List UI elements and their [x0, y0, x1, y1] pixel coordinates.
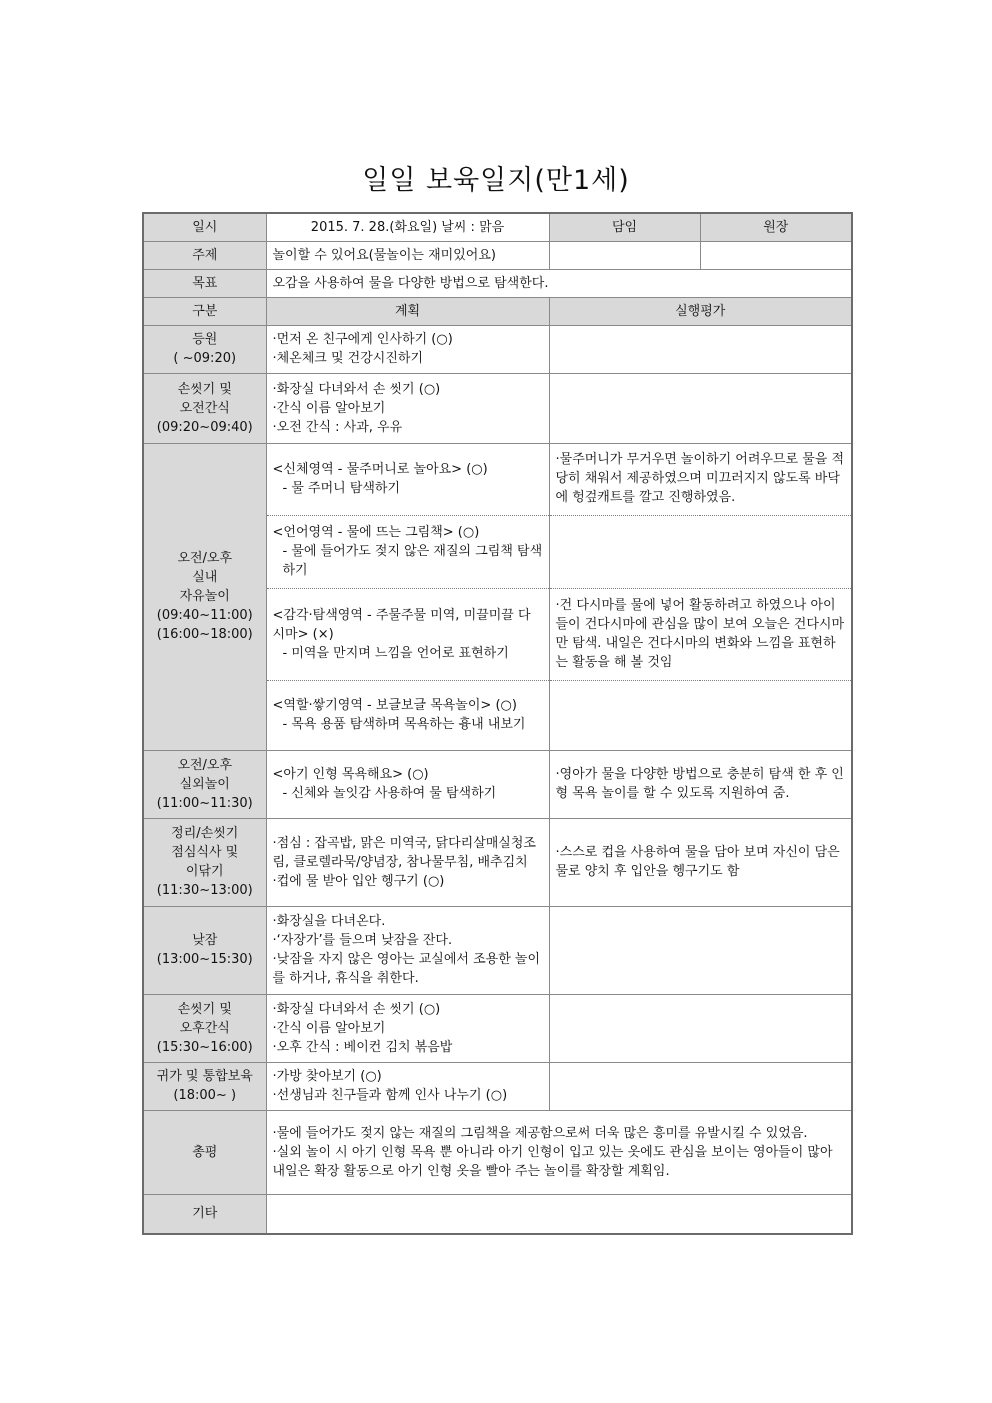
label-line: 실내 — [192, 570, 218, 585]
date-label: 일시 — [143, 213, 266, 241]
indoor-eval-1 — [549, 443, 852, 515]
lunch-eval — [549, 818, 852, 906]
indoor-plan-2 — [266, 515, 549, 588]
arrival-eval — [549, 325, 852, 373]
outdoor-play-label — [143, 750, 266, 818]
pm-snack-label — [143, 994, 266, 1062]
label-line: 오전간식 — [179, 400, 230, 416]
theme-value: 놀이할 수 있어요(물놀이는 재미있어요) — [266, 241, 549, 269]
plan-line: <언어영역 - 물에 뜨는 그림책> (○) — [272, 525, 480, 540]
plan-line: ·간식 이름 알아보기 — [272, 400, 386, 416]
indoor-plan-4 — [266, 680, 549, 750]
departure-plan — [266, 1062, 549, 1110]
plan-line: - 물에 들어가도 젖지 않은 재질의 그림책 탐색하기 — [282, 544, 543, 578]
plan-line: ·컵에 물 받아 입안 헹구기 (○) — [272, 873, 445, 889]
label-line: 실외놀이 — [179, 776, 230, 792]
theme-label: 주제 — [143, 241, 266, 269]
page-title: 일일 보육일지(만1세) — [362, 165, 630, 196]
indoor-eval-2 — [549, 515, 852, 588]
plan-header: 계획 — [266, 297, 549, 325]
plan-line: ·가방 찾아보기 (○) — [272, 1069, 382, 1084]
label-line: (16:00~18:00) — [156, 627, 253, 642]
eval-line: ·스스로 컵을 사용하여 물을 담아 보며 자신이 담은 물로 양치 후 입안을 헹구기도 함 — [555, 845, 840, 879]
label-line: (11:00~11:30) — [156, 795, 253, 811]
plan-line: <역할·쌓기영역 - 보글보글 목욕놀이> (○) — [272, 698, 517, 713]
summary-text — [266, 1110, 852, 1194]
outdoor-eval — [549, 750, 852, 818]
lunch-label — [143, 818, 266, 906]
summary-line: ·실외 놀이 시 아기 인형 목욕 뿐 아니라 아기 인형이 입고 있는 옷에도 관심을 보이는 영아들이 많아 내일은 확장 활동으로 아기 인형 옷을 빨아 주는 놀이를 확장할 계획임. — [272, 1144, 833, 1179]
plan-line: ·오후 간식 : 베이컨 김치 볶음밥 — [272, 1039, 453, 1055]
plan-line: - 신체와 놀잇감 사용하여 물 탐색하기 — [282, 786, 497, 801]
director-label: 원장 — [700, 213, 852, 241]
indoor-play-label — [143, 443, 266, 750]
plan-line: <신체영역 - 물주머니로 놀아요> (○) — [272, 462, 488, 477]
label-line: 자유놀이 — [179, 589, 230, 604]
label-line: 정리/손씻기 — [171, 826, 239, 841]
goal-value: 오감을 사용하여 물을 다양한 방법으로 탐색한다. — [266, 269, 852, 297]
departure-eval — [549, 1062, 852, 1110]
plan-line: <감각·탐색영역 - 주물주물 미역, 미끌미끌 다시마> (×) — [272, 607, 531, 642]
plan-line: ·먼저 온 친구에게 인사하기 (○) — [272, 332, 453, 347]
etc-label: 기타 — [143, 1194, 266, 1234]
outdoor-plan — [266, 750, 549, 818]
label-line: 낮잠 — [192, 933, 218, 948]
label-line: 등원 — [192, 332, 218, 347]
label-line: 점심식사 및 — [171, 845, 239, 860]
eval-header: 실행평가 — [549, 297, 852, 325]
eval-line: ·건 다시마를 물에 넣어 활동하려고 하였으나 아이들이 건다시마에 관심을 많이 보여 오늘은 건다시마만 탐색. 내일은 건다시마의 변화와 느낌을 표현하는 활동을 해 볼 것임 — [555, 598, 845, 670]
eval-line: ·물주머니가 무거우면 놀이하기 어려우므로 물을 적당히 채워서 제공하였으며 미끄러지지 않도록 바닥에 헝겊캐트를 깔고 진행하였음. — [555, 451, 845, 505]
plan-line: <아기 인형 목욕해요> (○) — [272, 767, 429, 782]
plan-line: - 물 주머니 탐색하기 — [282, 481, 401, 496]
label-line: (15:30~16:00) — [156, 1039, 253, 1055]
pm-snack-plan — [266, 994, 549, 1062]
label-line: (09:40~11:00) — [156, 608, 253, 623]
plan-line: ·화장실 다녀와서 손 씻기 (○) — [272, 381, 441, 397]
label-line: (18:00~ ) — [173, 1088, 237, 1103]
indoor-eval-3 — [549, 588, 852, 680]
label-line: (13:00~15:30) — [156, 952, 253, 967]
etc-text — [266, 1194, 852, 1234]
nap-eval — [549, 906, 852, 994]
am-snack-eval — [549, 373, 852, 443]
label-line: ( ~09:20) — [173, 351, 237, 366]
plan-line: ·간식 이름 알아보기 — [272, 1020, 386, 1036]
label-line: 오전/오후 — [177, 757, 233, 773]
plan-line: ·화장실 다녀와서 손 씻기 (○) — [272, 1001, 441, 1017]
plan-line: ·선생님과 친구들과 함께 인사 나누기 (○) — [272, 1088, 508, 1103]
plan-line: ·‘자장가’를 들으며 낮잠을 잔다. — [272, 933, 453, 948]
goal-label: 목표 — [143, 269, 266, 297]
label-line: 오전/오후 — [177, 551, 233, 566]
plan-line: ·낮잠을 자지 않은 영아는 교실에서 조용한 놀이를 하거나, 휴식을 취한다. — [272, 952, 541, 986]
label-line: (11:30~13:00) — [156, 883, 253, 898]
date-value: 2015. 7. 28.(화요일) 날씨 : 맑음 — [266, 213, 549, 241]
am-snack-plan — [266, 373, 549, 443]
director-sign-box — [700, 241, 852, 269]
label-line: 손씻기 및 — [177, 1001, 232, 1017]
label-line: 오후간식 — [179, 1020, 230, 1036]
eval-line: ·영아가 물을 다양한 방법으로 충분히 탐색 한 후 인형 목욕 놀이를 할 수 있도록 지원하여 줌. — [555, 767, 844, 801]
am-snack-label — [143, 373, 266, 443]
teacher-sign-box — [549, 241, 700, 269]
summary-line: ·물에 들어가도 젖지 않는 재질의 그림책을 제공함으로써 더욱 많은 흥미를 유발시킬 수 있었음. — [272, 1125, 808, 1141]
arrival-plan — [266, 325, 549, 373]
teacher-label: 담임 — [549, 213, 700, 241]
indoor-plan-1 — [266, 443, 549, 515]
nap-plan — [266, 906, 549, 994]
nap-label — [143, 906, 266, 994]
pm-snack-eval — [549, 994, 852, 1062]
arrival-label — [143, 325, 266, 373]
plan-line: ·오전 간식 : 사과, 우유 — [272, 419, 403, 435]
label-line: (09:20~09:40) — [156, 419, 253, 435]
category-header: 구분 — [143, 297, 266, 325]
plan-line: - 미역을 만지며 느낌을 언어로 표현하기 — [282, 645, 509, 661]
plan-line: - 목욕 용품 탐색하며 목욕하는 흉내 내보기 — [282, 717, 526, 732]
lunch-plan — [266, 818, 549, 906]
summary-label: 총평 — [143, 1110, 266, 1194]
plan-line: ·체온체크 및 건강시진하기 — [272, 351, 424, 366]
plan-line: ·점심 : 잡곡밥, 맑은 미역국, 닭다리살매실청조림, 클로렐라묵/양념장, 참나물무침, 배추김치 — [272, 835, 536, 870]
label-line: 귀가 및 통합보육 — [156, 1069, 253, 1084]
plan-line: ·화장실을 다녀온다. — [272, 914, 386, 929]
label-line: 이닦기 — [185, 864, 224, 879]
departure-label — [143, 1062, 266, 1110]
indoor-eval-4 — [549, 680, 852, 750]
daily-log-table — [142, 212, 853, 1235]
indoor-plan-3 — [266, 588, 549, 680]
label-line: 손씻기 및 — [177, 381, 232, 397]
